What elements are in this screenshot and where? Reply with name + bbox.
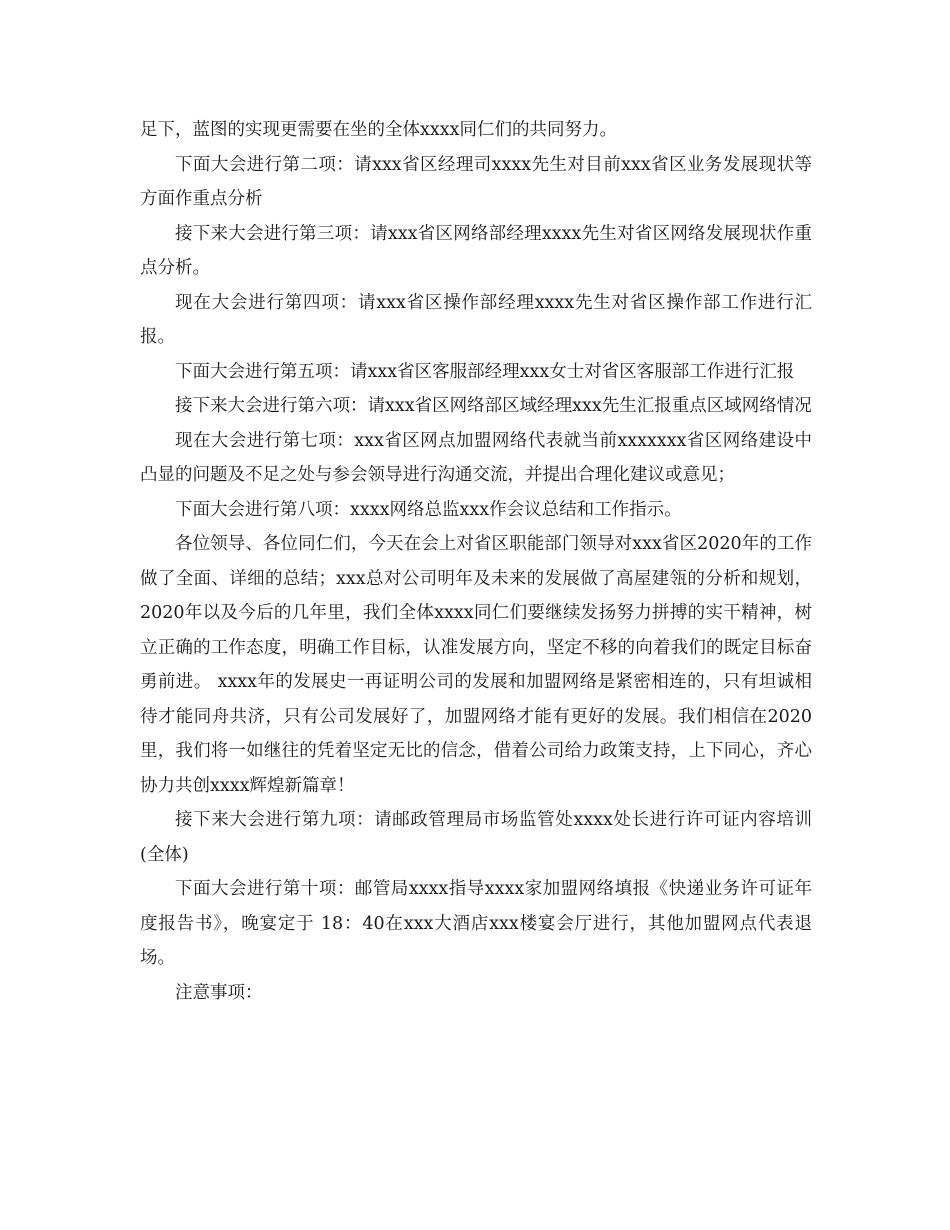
paragraph-notes-heading: 注意事项： <box>175 982 263 1003</box>
paragraph-item-4: 现在大会进行第四项：请xxx省区操作部经理xxxx先生对省区操作部工作进行汇报。 <box>140 292 812 347</box>
paragraph-item-2: 下面大会进行第二项：请xxx省区经理司xxxx先生对目前xxx省区业务发展现状等方面作重点分析 <box>140 154 812 209</box>
paragraph-item-7: 现在大会进行第七项：xxx省区网点加盟网络代表就当前xxxxxxx省区网络建设中凸显的问题及不足之处与参会领导进行沟通交流，并提出合理化建议或意见； <box>140 430 812 485</box>
paragraph-item-6: 接下来大会进行第六项：请xxx省区网络部区域经理xxx先生汇报重点区域网络情况 <box>175 396 812 416</box>
paragraph-item-3: 接下来大会进行第三项：请xxx省区网络部经理xxxx先生对省区网络发展现状作重点分析。 <box>140 223 812 278</box>
paragraph-item-8: 下面大会进行第八项：xxxx网络总监xxx作会议总结和工作指示。 <box>175 499 682 520</box>
document-body <box>140 113 812 1010</box>
paragraph-item-9: 接下来大会进行第九项：请邮政管理局市场监管处xxxx处长进行许可证内容培训(全体) <box>140 810 812 865</box>
paragraph-summary: 各位领导、各位同仁们，今天在会上对省区职能部门领导对xxx省区2020年的工作做了全面、详细的总结；xxx总对公司明年及未来的发展做了高屋建瓴的分析和规划，2020年以及今后的几年里，我们全体xxxx同仁们要继续发扬努力拼搏的实干精神，树立正确的工作态度，明确工作目标，认准发展方向，坚定不移的向着我们的既定目标奋勇前进。 xxxx年的发展史一再证明公司的发展和加盟网络是紧密相连的，只有坦诚相待才能同舟共济，只有公司发展好了，加盟网络才能有更好的发展。我们相信在2020里，我们将一如继往的凭着坚定无比的信念，借着公司给力政策支持，上下同心，齐心协力共创xxxx辉煌新篇章！ <box>140 534 812 796</box>
paragraph-item-5: 下面大会进行第五项：请xxx省区客服部经理xxx女士对省区客服部工作进行汇报 <box>175 361 795 382</box>
paragraph-continuation: 足下，蓝图的实现更需要在坐的全体xxxx同仁们的共同努力。 <box>140 120 617 140</box>
paragraph-item-10: 下面大会进行第十项：邮管局xxxx指导xxxx家加盟网络填报《快递业务许可证年度报告书》，晚宴定于 18：40在xxx大酒店xxx楼宴会厅进行，其他加盟网点代表退场。 <box>140 879 812 968</box>
